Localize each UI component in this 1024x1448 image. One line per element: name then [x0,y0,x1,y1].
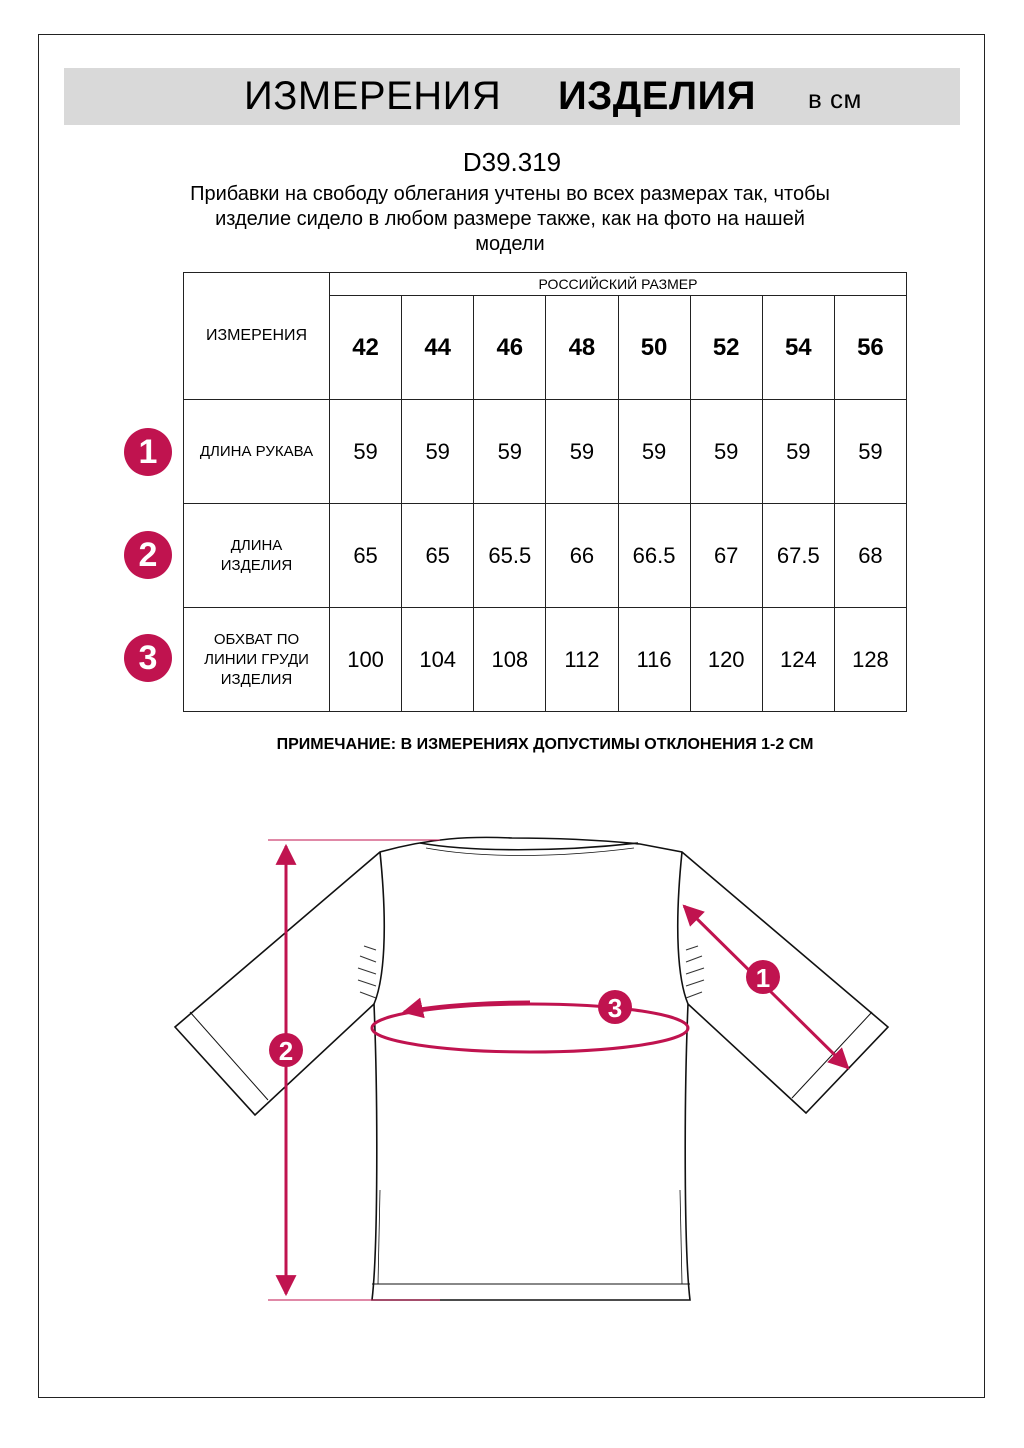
size-cell: 46 [474,296,546,400]
label-line: ДЛИНА [230,536,283,554]
value-cell: 124 [762,608,834,712]
value-cell: 65.5 [474,504,546,608]
size-cell: 48 [546,296,618,400]
row-number-badge: 3 [124,634,172,682]
row-header: ИЗМЕРЕНИЯ [184,273,330,400]
size-cell: 44 [402,296,474,400]
value-cell: 59 [402,400,474,504]
value-cell: 59 [546,400,618,504]
size-cell: 56 [834,296,906,400]
title-unit: в см [808,84,862,114]
value-cell: 108 [474,608,546,712]
diagram-marker-3 [598,990,632,1024]
value-cell: 66.5 [618,504,690,608]
value-cell: 68 [834,504,906,608]
value-cell: 65 [402,504,474,608]
diagram-marker-2 [269,1033,303,1067]
title-part2: ИЗДЕЛИЯ [558,74,757,118]
value-cell: 128 [834,608,906,712]
value-cell: 59 [762,400,834,504]
marker-label: 3 [607,993,623,1023]
value-cell: 104 [402,608,474,712]
value-cell: 59 [474,400,546,504]
value-cell: 59 [834,400,906,504]
description-line: модели [475,233,545,255]
group-header: РОССИЙСКИЙ РАЗМЕР [330,273,907,296]
value-cell: 65 [330,504,402,608]
label-line: ОБХВАТ ПО [213,630,300,648]
label-line: ИЗДЕЛИЯ [220,670,293,688]
value-cell: 120 [690,608,762,712]
value-cell: 112 [546,608,618,712]
label-line: ЛИНИИ ГРУДИ [204,650,309,668]
label-line: ИЗДЕЛИЯ [220,556,293,574]
row-number-badge: 2 [124,531,172,579]
value-cell: 59 [618,400,690,504]
length-measure [268,840,440,1300]
value-cell: 100 [330,608,402,712]
size-cell: 50 [618,296,690,400]
row-number-badge: 1 [124,428,172,476]
value-cell: 66 [546,504,618,608]
value-cell: 59 [330,400,402,504]
diagram-marker-1 [746,960,780,994]
value-cell: 116 [618,608,690,712]
value-cell: 59 [690,400,762,504]
size-cell: 42 [330,296,402,400]
value-cell: 67.5 [762,504,834,608]
label-line: ДЛИНА РУКАВА [199,442,314,460]
shirt-outline [175,837,888,1300]
marker-label: 2 [278,1036,294,1066]
size-cell: 52 [690,296,762,400]
description-line: изделие сидело в любом размере также, как на фото на нашей [215,208,805,230]
value-cell: 67 [690,504,762,608]
marker-label: 1 [755,963,771,993]
description-line: Прибавки на свободу облегания учтены во всех размерах так, чтобы [190,183,830,205]
chest-measure [372,1002,688,1052]
gathering-marks [358,946,704,998]
product-code: D39.319 [462,147,562,177]
size-cell: 54 [762,296,834,400]
tolerance-note: ПРИМЕЧАНИЕ: В ИЗМЕРЕНИЯХ ДОПУСТИМЫ ОТКЛОНЕНИЯ 1-2 СМ [276,736,814,753]
title-part1: ИЗМЕРЕНИЯ [244,74,502,118]
